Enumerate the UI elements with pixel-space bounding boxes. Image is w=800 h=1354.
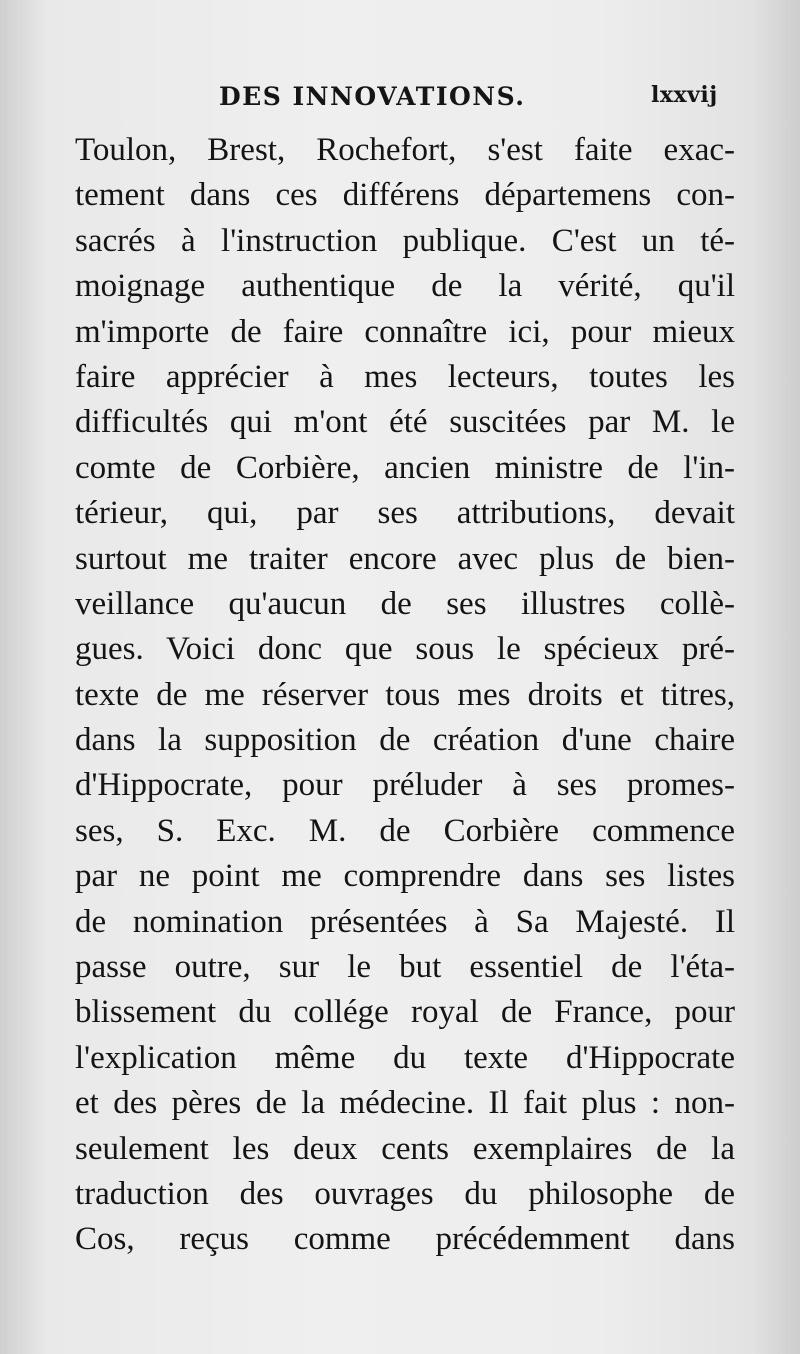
text-line: ses, S. Exc. M. de Corbière commence: [75, 812, 735, 849]
text-line: faire apprécier à mes lecteurs, toutes les: [75, 358, 735, 395]
text-line: surtout me traiter encore avec plus de bien-: [75, 540, 735, 577]
text-line: m'importe de faire connaître ici, pour mieux: [75, 313, 735, 350]
text-line: seulement les deux cents exemplaires de la: [75, 1130, 735, 1167]
text-line: veillance qu'aucun de ses illustres collè-: [75, 585, 735, 622]
text-line: Cos, reçus comme précédemment dans: [75, 1221, 735, 1258]
text-line: blissement du collége royal de France, pour: [75, 994, 735, 1031]
text-line: sacrés à l'instruction publique. C'est un té-: [75, 222, 735, 259]
text-line: passe outre, sur le but essentiel de l'éta-: [75, 949, 735, 986]
running-head: [0, 82, 800, 122]
text-line: gues. Voici donc que sous le spécieux pré-: [75, 631, 735, 668]
text-line: de nomination présentées à Sa Majesté. Il: [75, 903, 735, 940]
body-text: [75, 128, 735, 1263]
text-line: Toulon, Brest, Rochefort, s'est faite exac-: [75, 132, 735, 168]
text-line: d'Hippocrate, pour préluder à ses promes-: [75, 767, 735, 804]
text-line: tement dans ces différens départemens con-: [75, 177, 735, 214]
text-line: dans la supposition de création d'une chaire: [75, 722, 735, 759]
text-line: térieur, qui, par ses attributions, devait: [75, 495, 735, 532]
text-line: traduction des ouvrages du philosophe de: [75, 1175, 735, 1212]
running-head-title: DES INNOVATIONS.: [219, 82, 526, 111]
text-line: moignage authentique de la vérité, qu'il: [75, 268, 735, 305]
text-line: l'explication même du texte d'Hippocrate: [75, 1039, 735, 1076]
text-line: et des pères de la médecine. Il fait plus : non-: [75, 1085, 735, 1122]
text-line: comte de Corbière, ancien ministre de l'in-: [75, 449, 735, 486]
text-line: par ne point me comprendre dans ses listes: [75, 858, 735, 895]
text-line: difficultés qui m'ont été suscitées par M. le: [75, 404, 735, 441]
text-line: texte de me réserver tous mes droits et titres,: [75, 676, 735, 713]
page-number: lxxvij: [651, 82, 718, 108]
